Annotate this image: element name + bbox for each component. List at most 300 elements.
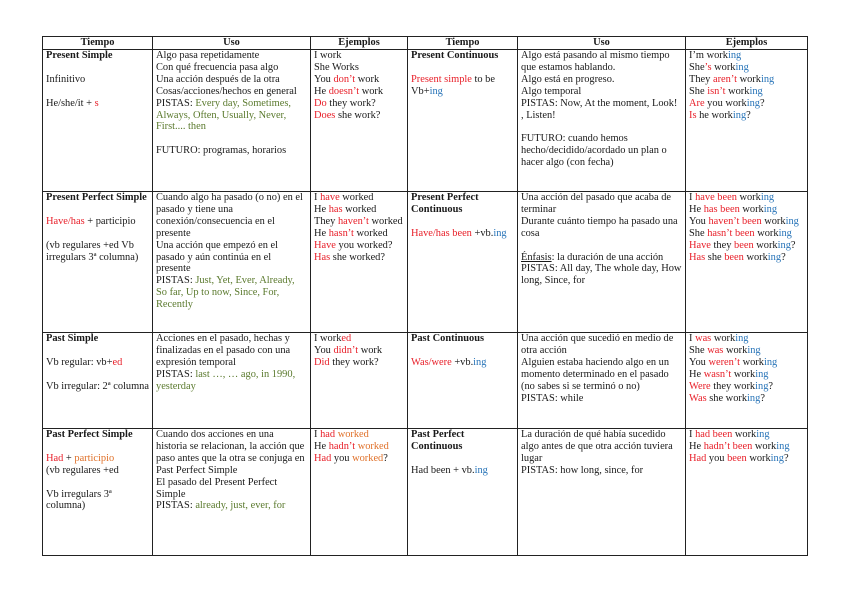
- text-line: [314, 333, 404, 345]
- spacer: [521, 240, 682, 252]
- ejemplos-present-continuous: [686, 50, 808, 192]
- text-fragment: Had been + vb.: [411, 464, 475, 476]
- text-fragment: work: [754, 227, 779, 239]
- text-fragment: She: [689, 61, 705, 73]
- text-fragment: aren’t: [712, 73, 737, 85]
- text-fragment: worked: [357, 440, 389, 452]
- tense-formula: [411, 465, 514, 477]
- tense-formula: [46, 381, 149, 393]
- text-line: [689, 62, 804, 74]
- text-line: [689, 74, 804, 86]
- text-fragment: They: [689, 73, 713, 85]
- text-fragment: don’t: [333, 73, 356, 85]
- text-fragment: Does: [314, 109, 336, 121]
- text-fragment: ?: [746, 109, 751, 121]
- text-fragment: work: [725, 85, 750, 97]
- text-line: [689, 252, 804, 264]
- tense-name: Present Continuous: [411, 50, 499, 61]
- text-line: [156, 62, 307, 74]
- text-fragment: ing: [749, 85, 763, 97]
- text-fragment: I: [314, 192, 321, 203]
- text-fragment: +vb.: [451, 356, 474, 368]
- ejemplos-past-simple: [311, 333, 408, 429]
- text-line: [314, 240, 404, 252]
- text-line: [314, 86, 404, 98]
- text-fragment: ing: [763, 356, 778, 368]
- text-fragment: ing: [770, 452, 784, 464]
- ejemplos-past-continuous: [686, 333, 808, 429]
- spacer: [411, 345, 514, 357]
- tense-formula: [46, 216, 149, 228]
- text-fragment: work: [358, 344, 383, 356]
- text-line: [521, 50, 682, 74]
- text-line: [689, 216, 804, 228]
- tense-formula: [46, 477, 149, 489]
- text-line: [521, 263, 682, 287]
- text-fragment: ’s: [704, 61, 712, 73]
- text-fragment: have been: [695, 192, 737, 203]
- text-line: [314, 228, 404, 240]
- text-fragment: you work: [704, 97, 747, 109]
- text-fragment: ing: [732, 109, 747, 121]
- text-fragment: He/she/it +: [46, 97, 95, 109]
- text-fragment: ?: [760, 392, 765, 404]
- tense-name: Past Perfect Simple: [46, 429, 133, 440]
- text-line: [689, 333, 804, 345]
- text-line: [689, 345, 804, 357]
- text-fragment: has been: [703, 203, 740, 215]
- text-fragment: Acciones en el pasado, hechas y finalizadas en el pasado con una expresión temporal: [156, 333, 291, 368]
- text-line: [689, 50, 804, 62]
- row-past-perfect: [43, 429, 808, 556]
- uso-present-continuous: [518, 50, 686, 192]
- tense-name: Present Simple: [46, 50, 113, 61]
- header-uso-2: Uso: [518, 37, 686, 50]
- text-fragment: Was/were: [411, 356, 452, 368]
- text-fragment: Algo temporal: [521, 85, 582, 97]
- text-fragment: ?: [790, 239, 796, 251]
- text-fragment: hadn’t: [328, 440, 356, 452]
- text-line: [314, 345, 404, 357]
- text-fragment: work: [740, 356, 764, 368]
- text-fragment: Cosas/acciones/hechos en general: [156, 85, 297, 97]
- text-line: [689, 228, 804, 240]
- text-fragment: El pasado del Present Perfect Simple: [156, 476, 278, 500]
- uso-present-perfect-continuous: [518, 192, 686, 333]
- text-fragment: participio: [74, 452, 115, 464]
- text-fragment: Are: [689, 97, 705, 109]
- text-fragment: I: [689, 333, 696, 344]
- text-line: [314, 74, 404, 86]
- text-fragment: didn’t: [333, 344, 359, 356]
- header-ejemplos-2: Ejemplos: [686, 37, 808, 50]
- text-fragment: You: [314, 344, 334, 356]
- text-fragment: hasn’t: [328, 227, 354, 239]
- tense-present-perfect-simple: [43, 192, 153, 333]
- text-fragment: He: [314, 203, 329, 215]
- text-fragment: already, just, ever, for: [195, 500, 286, 512]
- text-fragment: PISTAS:: [156, 275, 196, 287]
- text-fragment: has: [328, 203, 343, 215]
- text-line: [314, 429, 404, 441]
- text-fragment: He: [314, 85, 329, 97]
- text-fragment: worked: [353, 227, 388, 239]
- text-fragment: Algo pasa repetidamente: [156, 50, 260, 61]
- text-fragment: she work: [706, 392, 748, 404]
- text-fragment: You: [314, 73, 334, 85]
- text-fragment: I: [689, 429, 696, 440]
- uso-past-continuous: [518, 333, 686, 429]
- tense-formula: [46, 489, 149, 513]
- spacer: [156, 133, 307, 145]
- text-fragment: She: [689, 227, 708, 239]
- text-fragment: worked: [339, 192, 374, 203]
- text-fragment: you: [706, 452, 728, 464]
- text-fragment: ing: [747, 344, 761, 356]
- text-fragment: ing: [429, 85, 443, 97]
- tense-name: Present Perfect Simple: [46, 192, 147, 203]
- text-fragment: ing: [776, 440, 790, 452]
- text-fragment: He: [689, 440, 704, 452]
- text-line: [156, 86, 307, 98]
- text-fragment: She: [689, 85, 708, 97]
- text-fragment: (vb regulares +ed: [46, 464, 119, 476]
- spacer: [46, 204, 149, 216]
- text-fragment: He: [314, 440, 329, 452]
- tense-past-perfect-continuous: [408, 429, 518, 556]
- text-fragment: He: [689, 203, 704, 215]
- text-fragment: he work: [696, 109, 733, 121]
- text-line: [521, 216, 682, 240]
- text-fragment: been: [727, 452, 747, 464]
- text-fragment: Cuando algo ha pasado (o no) en el pasado y tiene una conexión/consecuencia en el presente: [156, 192, 303, 239]
- text-line: [689, 98, 804, 110]
- text-line: [521, 429, 682, 465]
- text-fragment: Has: [314, 251, 331, 263]
- tense-name: Past Continuous: [411, 333, 485, 344]
- text-fragment: Were: [689, 380, 711, 392]
- text-fragment: they: [710, 239, 735, 251]
- text-line: [689, 429, 804, 441]
- text-line: [314, 252, 404, 264]
- text-line: [521, 357, 682, 393]
- text-line: [156, 192, 307, 240]
- text-fragment: Have: [314, 239, 336, 251]
- text-fragment: Algo está pasando al mismo tiempo que estamos hablando.: [521, 50, 670, 73]
- text-fragment: worked: [337, 429, 369, 440]
- text-fragment: Have/has been: [411, 227, 472, 239]
- tense-present-continuous: [408, 50, 518, 192]
- text-line: [314, 62, 404, 74]
- text-fragment: you: [331, 452, 353, 464]
- header-row: [43, 37, 808, 50]
- text-line: [521, 252, 682, 264]
- text-line: [521, 133, 682, 169]
- text-fragment: work: [743, 251, 768, 263]
- text-fragment: PISTAS: All day, The whole day, How long, Since, for: [521, 263, 682, 287]
- text-fragment: He: [314, 227, 329, 239]
- text-fragment: Do: [314, 97, 327, 109]
- text-fragment: work: [355, 73, 380, 85]
- text-fragment: Cuando dos acciones en una historia se relacionan, la acción que paso antes que la otra se conjuga en Past Perfect Simple: [156, 429, 305, 476]
- text-fragment: doesn’t: [328, 85, 360, 97]
- text-fragment: work: [359, 85, 384, 97]
- text-line: [521, 333, 682, 357]
- text-fragment: Infinitivo: [46, 73, 86, 85]
- text-fragment: I: [689, 192, 696, 203]
- tense-formula: [46, 465, 149, 477]
- text-fragment: isn’t: [707, 85, 726, 97]
- text-fragment: Énfasis: [521, 251, 552, 263]
- text-line: [156, 369, 307, 393]
- text-line: [314, 441, 404, 453]
- text-line: [156, 98, 307, 134]
- text-line: [521, 98, 682, 122]
- row-present-perfect: [43, 192, 808, 333]
- text-fragment: Vb regular: vb+: [46, 356, 113, 368]
- text-line: [689, 453, 804, 465]
- text-fragment: they work?: [329, 356, 379, 368]
- tense-formula: [46, 240, 149, 264]
- text-fragment: had: [320, 429, 336, 440]
- spacer: [411, 62, 514, 74]
- text-fragment: ing: [735, 333, 749, 344]
- text-line: [156, 145, 307, 157]
- text-fragment: work: [732, 429, 757, 440]
- text-fragment: Is: [689, 109, 697, 121]
- text-line: [314, 453, 404, 465]
- text-fragment: Had: [46, 452, 64, 464]
- text-fragment: PISTAS:: [156, 368, 196, 380]
- text-fragment: work: [739, 203, 764, 215]
- text-line: [689, 381, 804, 393]
- text-fragment: FUTURO: cuando hemos hecho/decidido/acordado un plan o hacer algo (con fecha): [521, 133, 667, 169]
- text-line: [156, 500, 307, 512]
- text-fragment: wasn’t: [703, 368, 732, 380]
- text-fragment: +vb.: [471, 227, 494, 239]
- text-fragment: Vb irregular: 2ª columna: [46, 380, 149, 392]
- ejemplos-past-perfect-simple: [311, 429, 408, 556]
- text-fragment: she worked?: [330, 251, 385, 263]
- text-fragment: ing: [727, 50, 742, 61]
- text-line: [314, 216, 404, 228]
- text-fragment: She Works: [314, 61, 359, 73]
- spacer: [46, 441, 149, 453]
- text-fragment: Una acción del pasado que acaba de terminar: [521, 192, 672, 215]
- text-fragment: ?: [383, 452, 388, 464]
- text-fragment: ing: [756, 429, 770, 440]
- text-fragment: was: [707, 344, 724, 356]
- text-line: [314, 98, 404, 110]
- text-line: [314, 192, 404, 204]
- text-fragment: Una acción después de la otra: [156, 73, 280, 85]
- text-fragment: PISTAS: how long, since, for: [521, 464, 644, 476]
- ejemplos-past-perfect-continuous: [686, 429, 808, 556]
- text-fragment: to be Vb+: [411, 73, 495, 97]
- text-line: [314, 110, 404, 122]
- ejemplos-present-perfect-simple: [311, 192, 408, 333]
- text-fragment: they work?: [326, 97, 376, 109]
- text-fragment: PISTAS: while: [521, 392, 584, 404]
- text-fragment: Has: [689, 251, 706, 263]
- text-line: [689, 110, 804, 122]
- spacer: [46, 228, 149, 240]
- text-line: [689, 204, 804, 216]
- text-fragment: last …, … ago, in 1990, yesterday: [156, 368, 296, 392]
- text-fragment: Did: [314, 356, 330, 368]
- text-fragment: Una acción que sucedió en medio de otra acción: [521, 333, 674, 356]
- tense-formula: [411, 357, 514, 369]
- row-present: [43, 50, 808, 192]
- text-line: [521, 465, 682, 477]
- spacer: [46, 86, 149, 98]
- text-fragment: Was: [689, 392, 707, 404]
- text-fragment: +: [63, 452, 75, 464]
- header-ejemplos-1: Ejemplos: [311, 37, 408, 50]
- text-fragment: Vb irregulars 3ª columna): [46, 488, 112, 512]
- text-fragment: ed: [112, 356, 123, 368]
- text-fragment: work: [711, 61, 736, 73]
- text-line: [689, 86, 804, 98]
- ejemplos-present-perfect-continuous: [686, 192, 808, 333]
- text-fragment: ing: [755, 380, 769, 392]
- text-fragment: hadn’t been: [703, 440, 753, 452]
- text-fragment: work: [723, 344, 748, 356]
- text-fragment: had been: [695, 429, 733, 440]
- uso-present-simple: [153, 50, 311, 192]
- text-line: [521, 86, 682, 98]
- text-fragment: Had: [689, 452, 707, 464]
- tense-past-continuous: [408, 333, 518, 429]
- text-fragment: ?: [783, 452, 789, 464]
- tense-past-simple: [43, 333, 153, 429]
- text-fragment: Have/has: [46, 215, 85, 227]
- text-line: [689, 393, 804, 405]
- text-line: [521, 192, 682, 216]
- text-line: [156, 429, 307, 477]
- text-line: [689, 357, 804, 369]
- grammar-table: [42, 36, 808, 556]
- text-fragment: ing: [493, 227, 507, 239]
- text-line: [156, 240, 307, 276]
- spacer: [46, 345, 149, 357]
- text-fragment: : la duración de una acción: [551, 251, 664, 263]
- text-fragment: I’m work: [689, 50, 728, 61]
- tense-formula: [46, 74, 149, 86]
- text-fragment: they work: [710, 380, 756, 392]
- text-fragment: Alguien estaba haciendo algo en un momento determinado en el pasado (no sabes si se terminó o no): [521, 356, 670, 392]
- text-line: [156, 275, 307, 311]
- text-fragment: work: [736, 192, 761, 203]
- tense-formula: [411, 74, 514, 98]
- text-fragment: Durante cuánto tiempo ha pasado una cosa: [521, 215, 678, 239]
- text-fragment: work: [731, 368, 756, 380]
- tense-formula: [46, 98, 149, 110]
- tense-name: Past Perfect Continuous: [411, 429, 465, 452]
- tense-present-simple: [43, 50, 153, 192]
- text-fragment: He: [689, 368, 704, 380]
- text-fragment: haven’t: [337, 215, 369, 227]
- spacer: [46, 62, 149, 74]
- text-line: [689, 192, 804, 204]
- text-fragment: (vb regulares +ed Vb irregulars 3ª columna): [46, 239, 139, 263]
- text-fragment: she: [705, 251, 725, 263]
- text-line: [689, 369, 804, 381]
- text-fragment: ing: [747, 392, 761, 404]
- tense-formula: [46, 357, 149, 369]
- text-fragment: worked: [342, 203, 377, 215]
- spacer: [411, 216, 514, 228]
- ejemplos-present-simple: [311, 50, 408, 192]
- text-fragment: ing: [473, 356, 487, 368]
- text-fragment: ing: [760, 192, 775, 203]
- text-fragment: They: [314, 215, 338, 227]
- text-line: [314, 50, 404, 62]
- text-fragment: Just, Yet, Ever, Already, So far, Up to now, Since, For, Recently: [156, 275, 295, 311]
- header-tiempo-2: Tiempo: [408, 37, 518, 50]
- text-fragment: ing: [785, 215, 799, 227]
- text-fragment: I work: [314, 50, 342, 61]
- text-fragment: ing: [763, 203, 778, 215]
- uso-past-perfect-simple: [153, 429, 311, 556]
- text-line: [156, 333, 307, 369]
- text-fragment: work: [761, 215, 786, 227]
- header-tiempo-1: Tiempo: [43, 37, 153, 50]
- text-fragment: ?: [768, 380, 774, 392]
- text-line: [156, 477, 307, 501]
- text-fragment: She: [689, 344, 708, 356]
- text-fragment: work: [737, 73, 761, 85]
- text-fragment: work: [746, 452, 771, 464]
- text-line: [689, 240, 804, 252]
- tense-present-perfect-continuous: [408, 192, 518, 333]
- text-fragment: ing: [474, 464, 488, 476]
- text-fragment: PISTAS:: [156, 97, 196, 109]
- tense-past-perfect-simple: [43, 429, 153, 556]
- text-fragment: hasn’t been: [707, 227, 755, 239]
- text-fragment: work: [752, 440, 777, 452]
- spacer: [46, 369, 149, 381]
- text-fragment: ?: [781, 251, 786, 263]
- text-fragment: been: [734, 239, 754, 251]
- text-fragment: ing: [777, 239, 791, 251]
- text-fragment: I: [314, 429, 321, 440]
- text-line: [521, 393, 682, 405]
- text-fragment: worked: [352, 452, 384, 464]
- text-fragment: Con qué frecuencia pasa algo: [156, 61, 279, 73]
- text-line: [689, 441, 804, 453]
- tense-formula: [46, 453, 149, 465]
- text-fragment: PISTAS: Now, At the moment, Look! , Listen!: [521, 97, 678, 121]
- text-fragment: Have: [689, 239, 711, 251]
- text-fragment: You: [689, 215, 709, 227]
- text-fragment: was: [695, 333, 712, 344]
- text-fragment: La duración de qué había sucedido algo antes de que otra acción tuviera lugar: [521, 429, 673, 464]
- text-fragment: Una acción que empezó en el pasado y aún continúa en el presente: [156, 239, 279, 275]
- text-fragment: ing: [767, 251, 782, 263]
- text-fragment: ing: [735, 61, 749, 73]
- text-fragment: ?: [760, 97, 765, 109]
- text-line: [314, 357, 404, 369]
- text-fragment: ing: [755, 368, 769, 380]
- text-fragment: you worked?: [335, 239, 393, 251]
- text-fragment: Had: [314, 452, 332, 464]
- header-uso-1: Uso: [153, 37, 311, 50]
- text-fragment: Present simple: [411, 73, 472, 85]
- text-line: [521, 74, 682, 86]
- text-fragment: PISTAS:: [156, 500, 196, 512]
- text-fragment: she work?: [335, 109, 381, 121]
